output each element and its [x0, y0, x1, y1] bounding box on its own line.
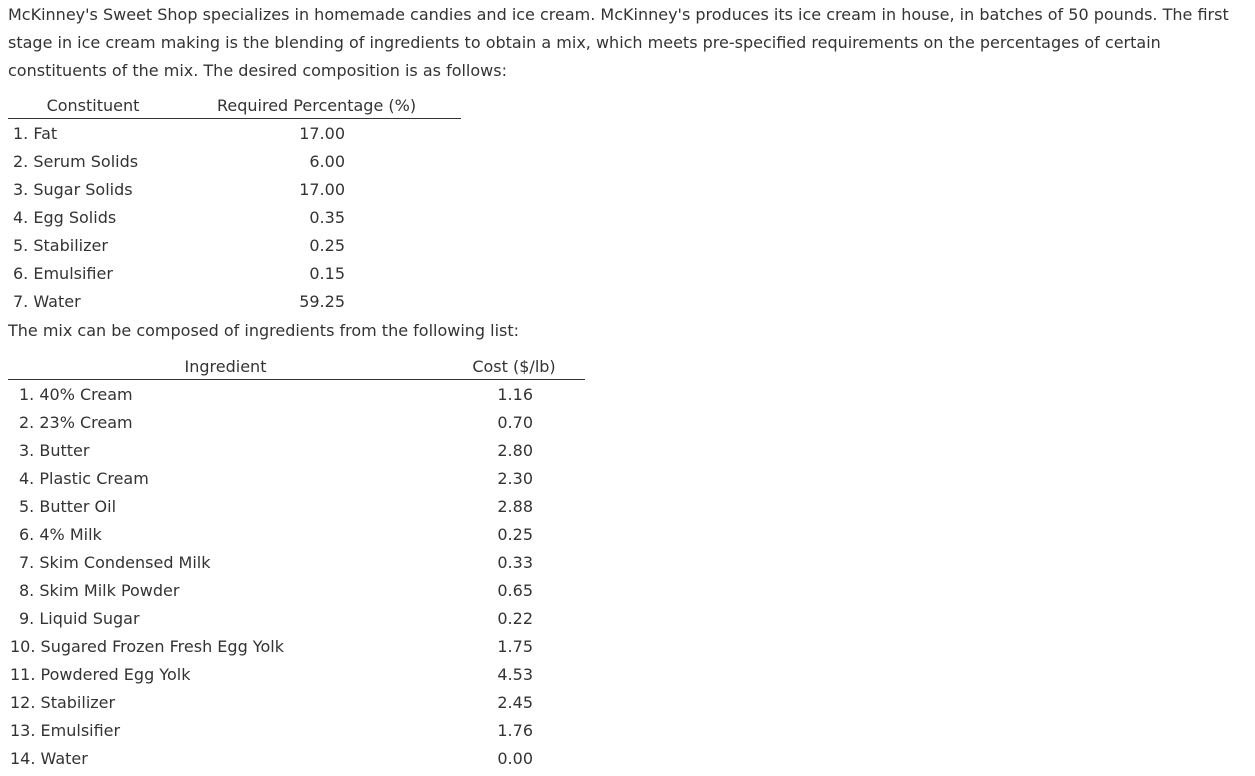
intro-paragraph: McKinney's Sweet Shop specializes in homemade candies and ice cream. McKinney's produces its ice cream in house, in batches of 50 pounds. The first stage in ice cream making is the blending of ingredients to obtain a mix, which meets pre-specified requirements on the percentages of certain constituents of the mix. The desired composition is as follows: [8, 5, 1229, 80]
constituent-row [8, 119, 461, 148]
ingredient-row-label: 3. Butter [19, 440, 90, 460]
ingredient-row-value: 0.33 [497, 552, 533, 572]
constituents-header-row [8, 92, 461, 119]
ingredient-row [8, 492, 585, 520]
constituent-row-value: 6.00 [309, 151, 345, 171]
constituent-row-label: 1. Fat [13, 123, 58, 143]
constituent-row-label: 4. Egg Solids [13, 207, 117, 227]
ingredient-row-value: 2.45 [497, 692, 533, 712]
constituent-row [8, 147, 461, 175]
constituent-row-label: 2. Serum Solids [13, 151, 139, 171]
cost-header: Cost ($/lb) [443, 353, 585, 380]
constituent-row-value: 59.25 [299, 291, 345, 311]
ingredient-row-label: 7. Skim Condensed Milk [19, 552, 211, 572]
ingredient-row-value: 0.00 [497, 748, 533, 768]
constituent-row-label: 6. Emulsifier [13, 263, 113, 283]
ingredient-row-value: 2.80 [497, 440, 533, 460]
ingredient-row-value: 1.16 [497, 384, 533, 404]
ingredient-row [8, 464, 585, 492]
ingredient-row-label: 5. Butter Oil [19, 496, 117, 516]
ingredient-row-value: 2.88 [497, 496, 533, 516]
ingredient-row [8, 520, 585, 548]
ingredient-row-value: 4.53 [497, 664, 533, 684]
ingredient-row [8, 744, 585, 772]
ingredient-row-value: 1.75 [497, 636, 533, 656]
constituent-row-label: 7. Water [13, 291, 81, 311]
ingredient-row-value: 0.70 [497, 412, 533, 432]
constituent-row-value: 0.25 [309, 235, 345, 255]
ingredient-row [8, 660, 585, 688]
ingredients-intro: The mix can be composed of ingredients from the following list: [8, 321, 520, 340]
ingredient-row-label: 8. Skim Milk Powder [19, 580, 180, 600]
ingredient-row [8, 716, 585, 744]
required-percentage-header: Required Percentage (%) [178, 92, 461, 119]
constituent-row-value: 0.15 [309, 263, 345, 283]
ingredient-row-value: 0.22 [497, 608, 533, 628]
ingredient-row-value: 0.65 [497, 580, 533, 600]
constituent-row [8, 175, 461, 203]
constituent-header: Constituent [8, 92, 178, 119]
ingredients-header-row [8, 353, 585, 380]
ingredient-row-label: 14. Water [10, 748, 88, 768]
ingredient-row-value: 0.25 [497, 524, 533, 544]
ingredient-row-label: 2. 23% Cream [19, 412, 133, 432]
constituent-row [8, 287, 461, 315]
ingredient-row-label: 13. Emulsifier [10, 720, 121, 740]
constituent-row-value: 17.00 [299, 179, 345, 199]
ingredient-row [8, 436, 585, 464]
ingredient-row [8, 632, 585, 660]
ingredient-row-label: 4. Plastic Cream [19, 468, 149, 488]
constituent-row [8, 231, 461, 259]
ingredient-row [8, 408, 585, 436]
ingredient-row-value: 1.76 [497, 720, 533, 740]
ingredient-row-label: 10. Sugared Frozen Fresh Egg Yolk [10, 636, 284, 656]
constituent-row [8, 203, 461, 231]
ingredient-row-value: 2.30 [497, 468, 533, 488]
constituent-row-value: 17.00 [299, 123, 345, 143]
constituent-row-value: 0.35 [309, 207, 345, 227]
ingredient-row-label: 11. Powdered Egg Yolk [10, 664, 191, 684]
ingredient-row-label: 12. Stabilizer [10, 692, 116, 712]
ingredient-row [8, 576, 585, 604]
constituent-row-label: 3. Sugar Solids [13, 179, 133, 199]
ingredient-row [8, 380, 585, 409]
ingredient-row-label: 1. 40% Cream [19, 384, 133, 404]
ingredient-row-label: 6. 4% Milk [19, 524, 102, 544]
ingredient-row [8, 604, 585, 632]
ingredient-row-label: 9. Liquid Sugar [19, 608, 140, 628]
constituent-row-label: 5. Stabilizer [13, 235, 108, 255]
ingredients-table [8, 353, 585, 772]
ingredient-row [8, 548, 585, 576]
ingredient-row [8, 688, 585, 716]
ingredient-header: Ingredient [8, 353, 443, 380]
constituent-row [8, 259, 461, 287]
constituents-table [8, 92, 461, 315]
